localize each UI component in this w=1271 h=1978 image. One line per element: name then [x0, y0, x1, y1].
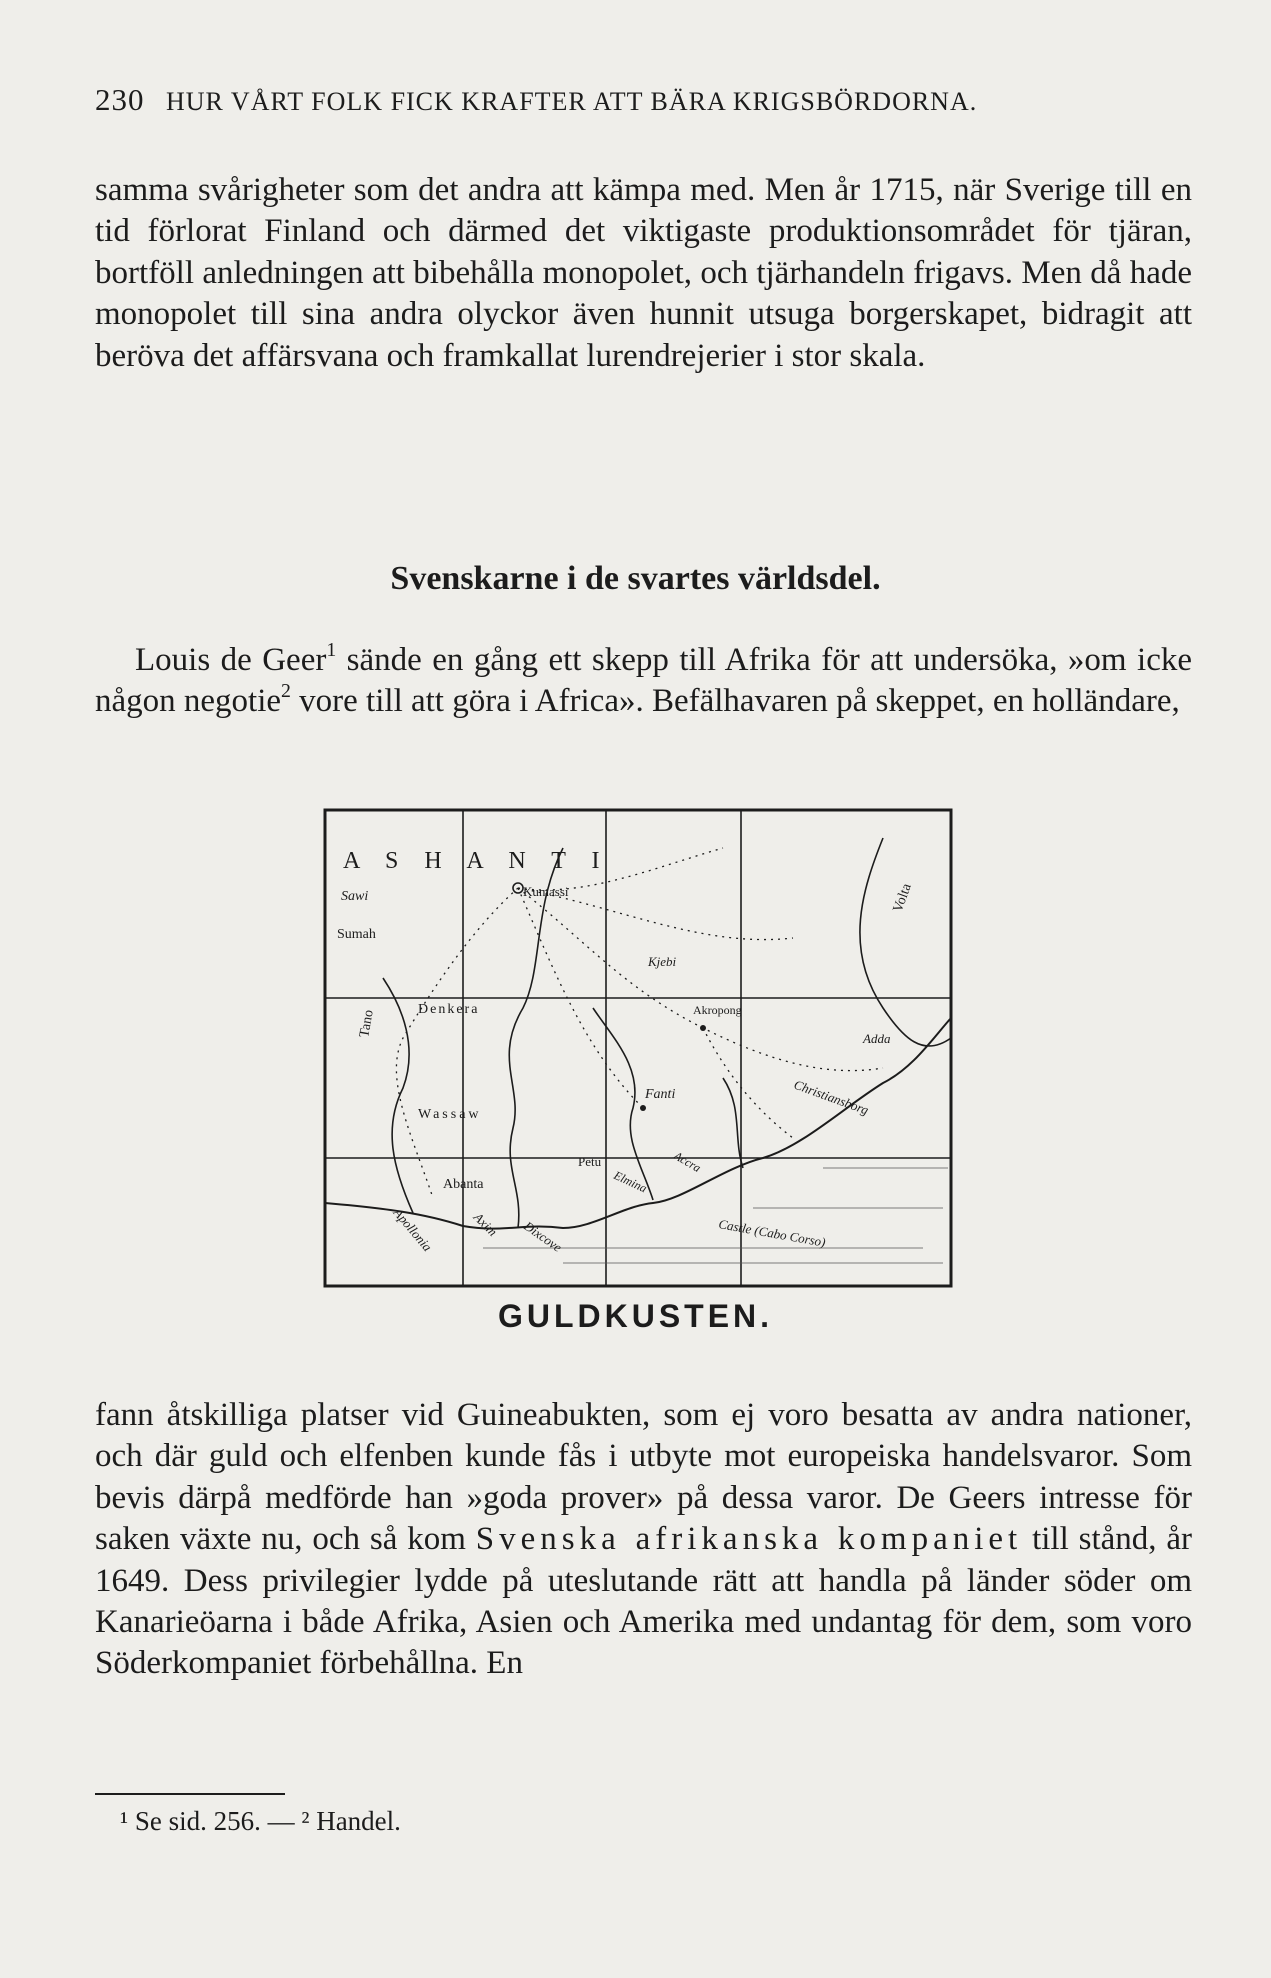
- label-apollonia: Apollonia: [390, 1205, 436, 1255]
- label-elmina: Elmina: [611, 1168, 650, 1196]
- label-axim: Axim: [470, 1209, 501, 1240]
- label-adda: Adda: [863, 1031, 891, 1046]
- label-tano: Tano: [357, 1008, 377, 1039]
- guldkusten-map: [323, 808, 953, 1288]
- paragraph-2: [95, 640, 1192, 723]
- label-dixcove: Dixcove: [521, 1218, 565, 1255]
- footnote-ref-1: 1: [326, 639, 337, 662]
- label-sawi: Sawi: [341, 889, 369, 904]
- paragraph-3-text-b: till stånd, år 1649. Dess privilegier lydde på uteslutande rätt att handla på länder söder om Kanarieöarna i både Afrika, Asien och Amerika med undantag för dem, som voro Söderkompaniet förbehållna. En: [95, 1521, 1193, 1682]
- coastline: [325, 1018, 951, 1229]
- label-wassaw: Wassaw: [418, 1107, 482, 1122]
- paragraph-2-text-c: vore till att göra i Africa». Befälhavaren på skeppet, en holländare,: [290, 683, 1180, 720]
- footnote-rule: [95, 1793, 285, 1795]
- label-cape-castle: Castle (Cabo Corso): [717, 1216, 827, 1250]
- paragraph-2-text-b: sände en gång ett skepp till Afrika för att undersöka, »om icke någon negotie: [95, 642, 1192, 720]
- label-accra: Accra: [671, 1148, 704, 1175]
- company-name-spaced: Svenska afrikanska kompaniet: [475, 1521, 1023, 1558]
- paragraph-2-text-a: Louis de Geer: [135, 642, 327, 678]
- footnote-ref-2: 2: [281, 680, 291, 703]
- section-heading: Svenskarne i de svartes världsdel.: [390, 560, 881, 597]
- label-abanta: Abanta: [443, 1177, 484, 1192]
- footnotes: ¹ Se sid. 256. — ² Handel.: [120, 1806, 401, 1836]
- label-kjebi: Kjebi: [648, 954, 677, 969]
- paragraph-3: [95, 1395, 1192, 1685]
- label-denkera: Denkera: [418, 1002, 480, 1017]
- paragraph-3-text-a: fann åtskilliga platser vid Guineabukten, som ej voro besatta av andra nationer, och där guld och elfenben kunde fås i utbyte mot europeiska handelsvaror. Som bevis därpå medförde han »goda prover» på dessa varor. De Geers intresse för saken växte nu, och så kom: [95, 1397, 1192, 1558]
- label-christiansborg: Christiansborg: [791, 1076, 871, 1118]
- running-header: [95, 82, 1195, 118]
- roads: [396, 848, 883, 1198]
- label-ashanti: A S H A N T I: [343, 848, 610, 874]
- paragraph-1: samma svårigheter som det andra att kämpa med. Men år 1715, när Sverige till en tid förlorat Finland och därmed det viktigaste produktionsområdet för tjäran, bortföll anledningen att bibehålla monopolet, och tjärhandeln frigavs. Men då hade monopolet till sina andra olyckor även hunnit utsuga borgerskapet, bidragit att beröva det affärsvana och framkallat lurendrejerier i stor skala.: [95, 172, 1192, 374]
- label-fanti: Fanti: [645, 1087, 676, 1102]
- page-number: 230: [95, 82, 145, 117]
- map-caption: GULDKUSTEN.: [497, 1298, 774, 1334]
- label-akropong: Akropong: [693, 1003, 742, 1017]
- label-petu: Petu: [578, 1154, 602, 1169]
- label-volta: Volta: [890, 881, 915, 915]
- label-kumassi: Kumassi: [523, 884, 569, 899]
- running-title: HUR VÅRT FOLK FICK KRAFTER ATT BÄRA KRIGSBÖRDORNA.: [166, 87, 978, 116]
- label-sumah: Sumah: [337, 927, 376, 942]
